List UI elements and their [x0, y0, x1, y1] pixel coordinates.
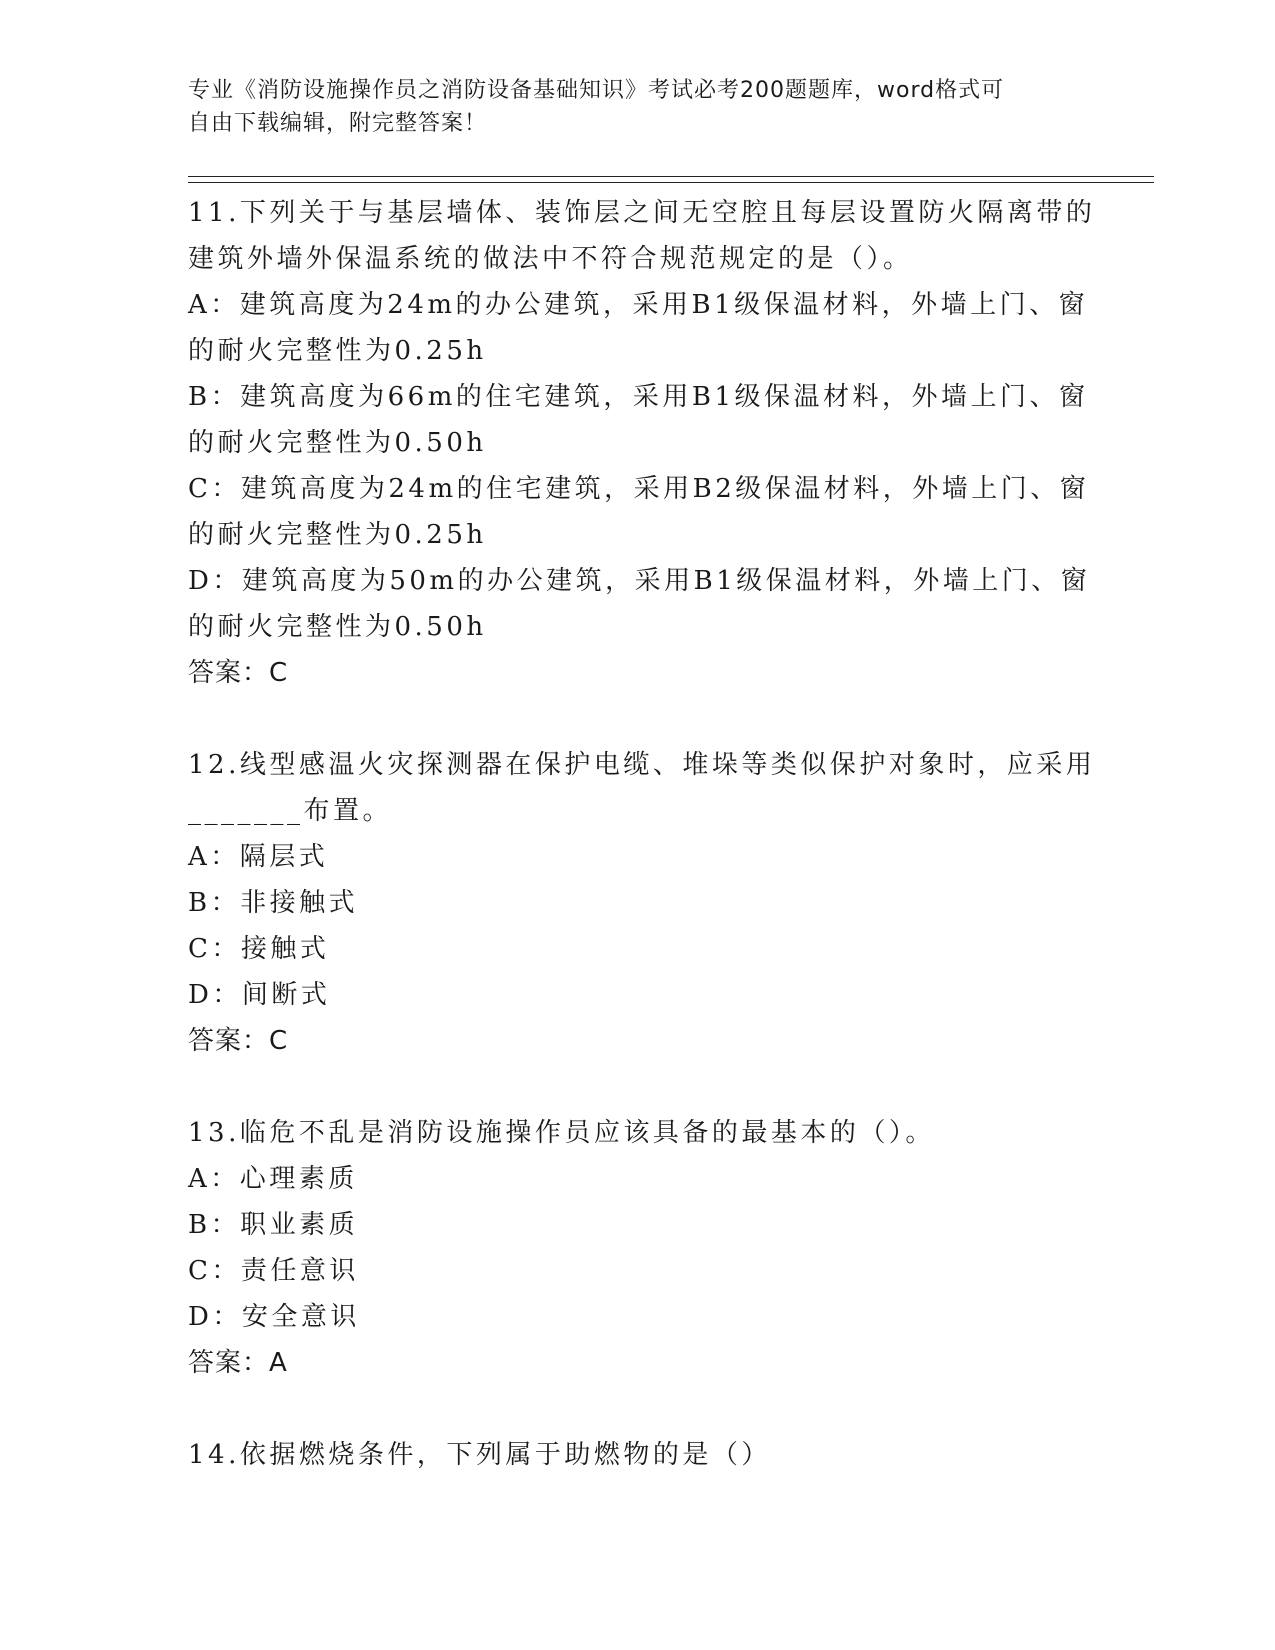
option-d: D：安全意识 — [188, 1302, 360, 1332]
question-13 — [188, 1110, 1088, 1386]
question-stem: 13.临危不乱是消防设施操作员应该具备的最基本的（）。 — [188, 1118, 935, 1148]
answer-line: 答案：C — [188, 658, 289, 688]
question-12 — [188, 742, 1096, 1064]
answer-line: 答案：A — [188, 1348, 288, 1378]
question-11 — [188, 190, 1096, 696]
option-d-cont: 的耐火完整性为0.50h — [188, 612, 487, 642]
header-divider-top — [188, 176, 1154, 177]
question-stem: _______布置。 — [188, 796, 393, 826]
question-list — [188, 190, 1096, 1524]
option-c: C：责任意识 — [188, 1256, 359, 1286]
option-b: B：职业素质 — [188, 1210, 359, 1240]
option-b-cont: 的耐火完整性为0.50h — [188, 428, 487, 458]
option-d: D：间断式 — [188, 980, 331, 1010]
question-stem: 11.下列关于与基层墙体、装饰层之间无空腔且每层设置防火隔离带的 — [188, 198, 1096, 228]
option-a: A：建筑高度为24m的办公建筑，采用B1级保温材料，外墙上门、窗 — [188, 290, 1089, 320]
question-stem: 12.线型感温火灾探测器在保护电缆、堆垛等类似保护对象时，应采用 — [188, 750, 1096, 780]
header-line-1: 专业《消防设施操作员之消防设备基础知识》考试必考200题题库，word格式可 — [188, 78, 1005, 103]
option-b: B：建筑高度为66m的住宅建筑，采用B1级保温材料，外墙上门、窗 — [188, 382, 1089, 412]
option-d: D：建筑高度为50m的办公建筑，采用B1级保温材料，外墙上门、窗 — [188, 566, 1091, 596]
option-a: A：隔层式 — [188, 842, 329, 872]
option-b: B：非接触式 — [188, 888, 359, 918]
document-header — [188, 74, 1068, 140]
question-stem: 14.依据燃烧条件，下列属于助燃物的是（） — [188, 1440, 771, 1470]
answer-line: 答案：C — [188, 1026, 289, 1056]
header-line-2: 自由下载编辑，附完整答案！ — [188, 111, 488, 136]
option-c-cont: 的耐火完整性为0.25h — [188, 520, 487, 550]
question-14 — [188, 1432, 1088, 1478]
question-stem: 建筑外墙外保温系统的做法中不符合规范规定的是（）。 — [188, 244, 913, 274]
option-a-cont: 的耐火完整性为0.25h — [188, 336, 487, 366]
option-c: C：接触式 — [188, 934, 330, 964]
header-divider-bottom — [188, 182, 1154, 183]
option-a: A：心理素质 — [188, 1164, 358, 1194]
option-c: C：建筑高度为24m的住宅建筑，采用B2级保温材料，外墙上门、窗 — [188, 474, 1090, 504]
